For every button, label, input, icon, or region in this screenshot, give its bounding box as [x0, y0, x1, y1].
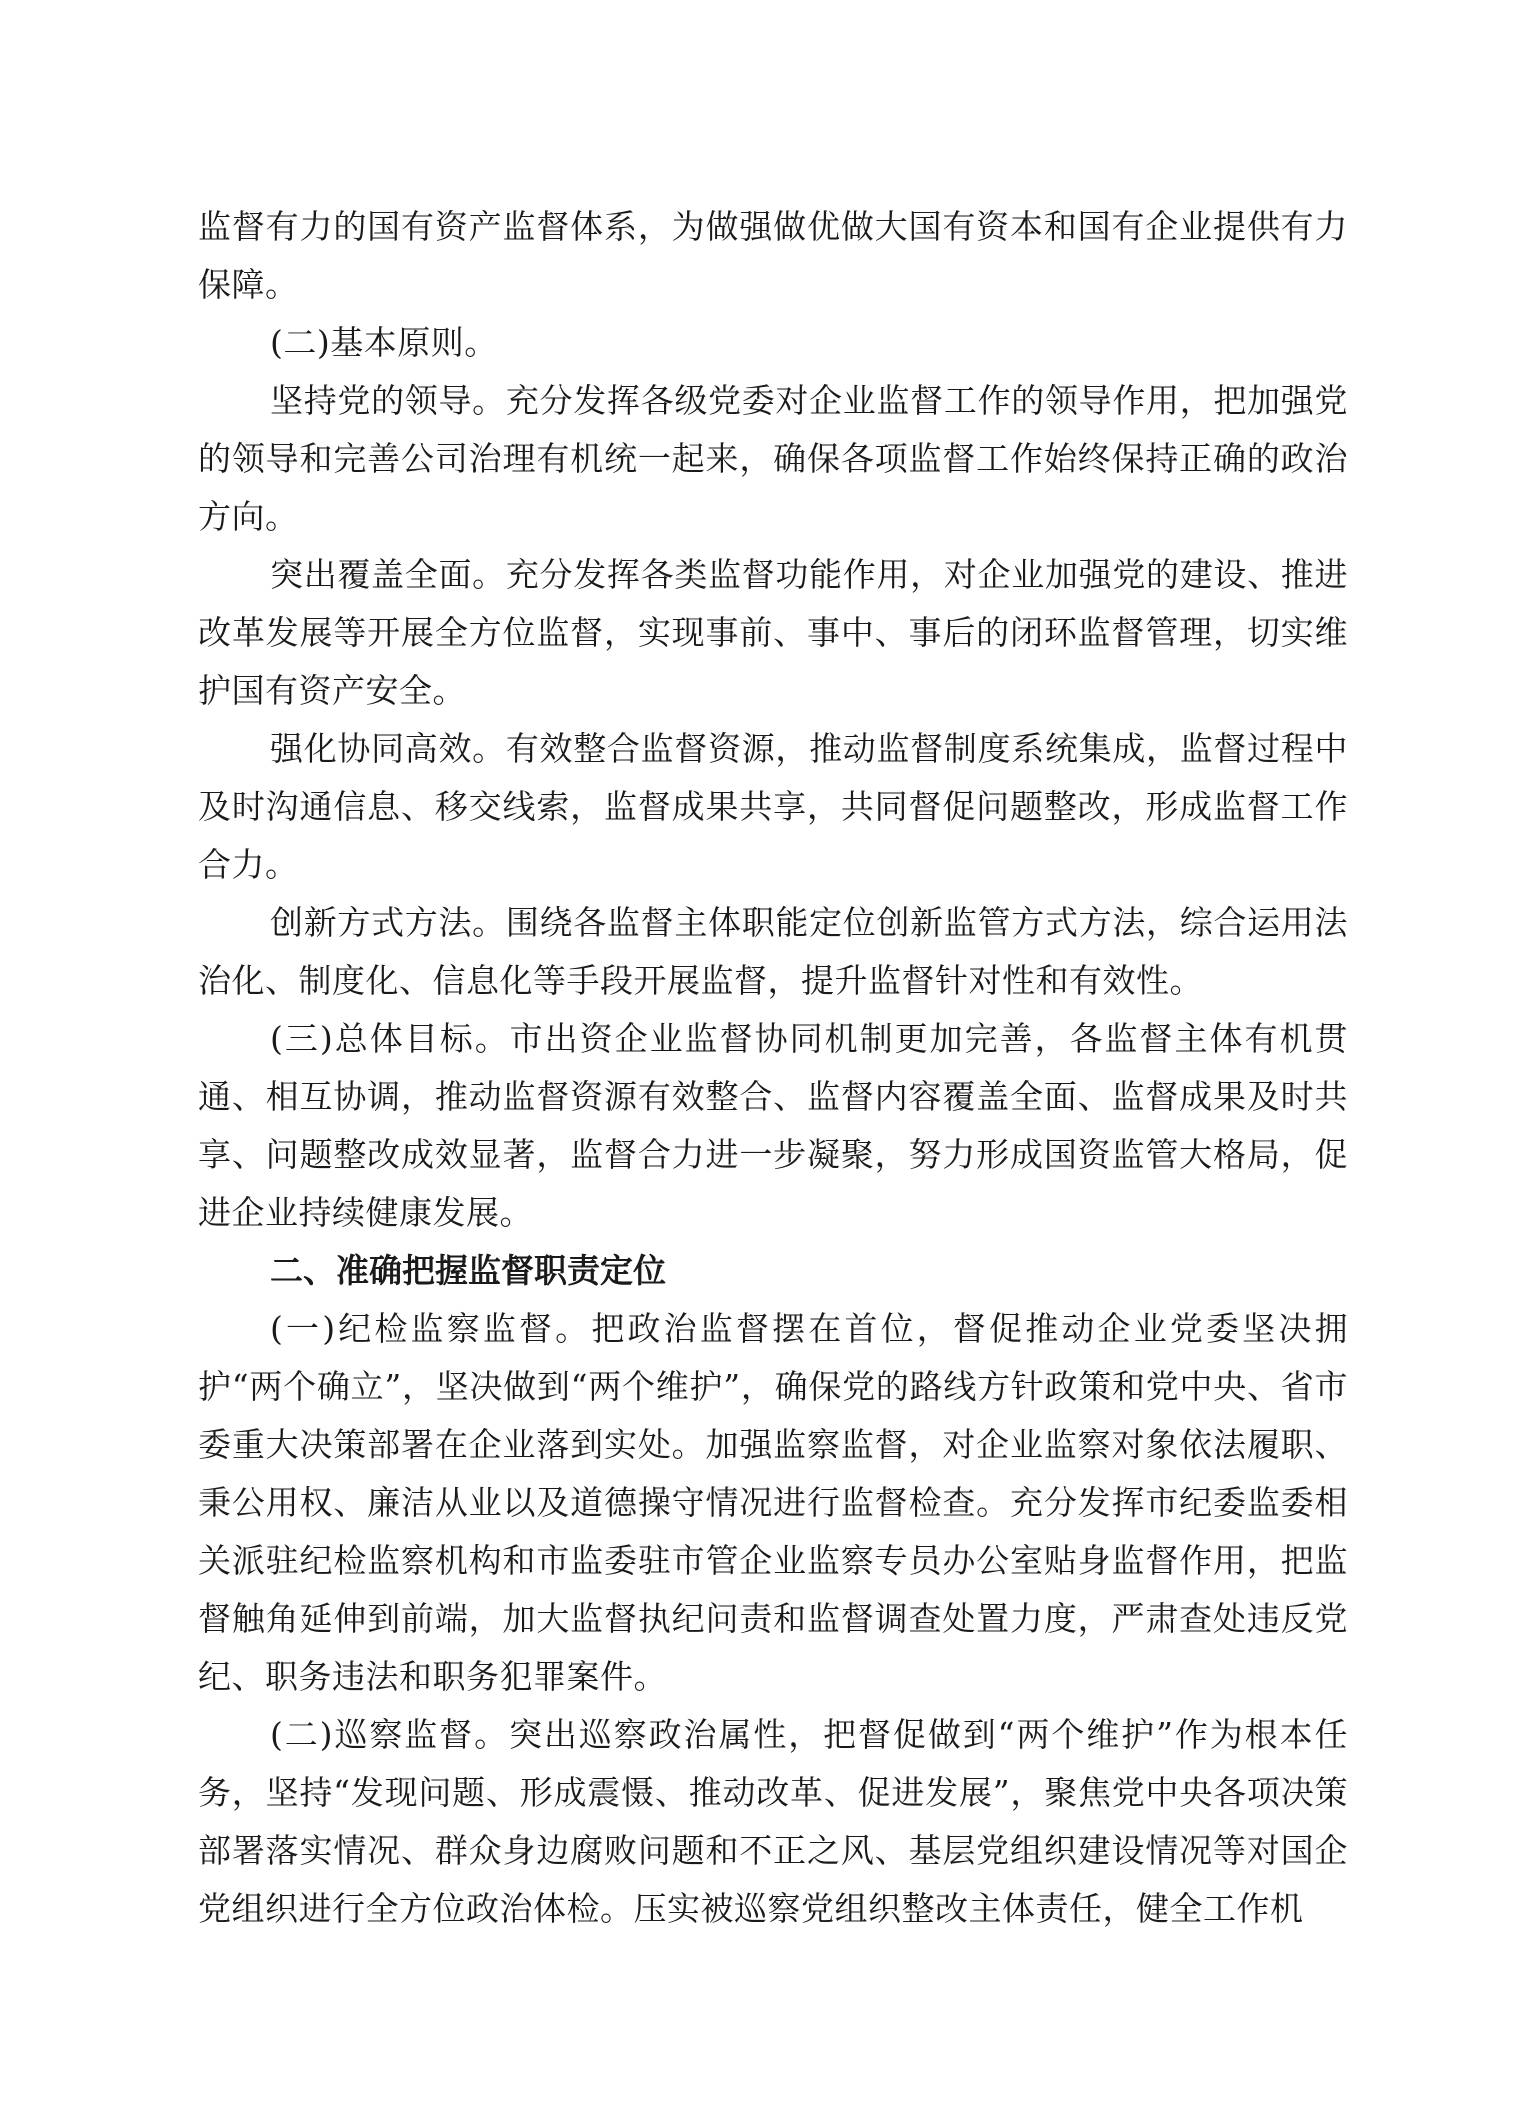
- paragraph-coordination: 强化协同高效。有效整合监督资源，推动监督制度系统集成，监督过程中及时沟通信息、移交线索，监督成果共享，共同督促问题整改，形成监督工作合力。: [198, 729, 1348, 884]
- paragraph-overall-goals: (三)总体目标。市出资企业监督协同机制更加完善，各监督主体有机贯通、相互协调，推动监督资源有效整合、监督内容覆盖全面、监督成果及时共享、问题整改成效显著，监督合力进一步凝聚，努力形成国资监管大格局，促进企业持续健康发展。: [198, 1019, 1348, 1232]
- paragraph-inspection-supervision: (二)巡察监督。突出巡察政治属性，把督促做到“两个维护”作为根本任务，坚持“发现问题、形成震慑、推动改革、促进发展”，聚焦党中央各项决策部署落实情况、群众身边腐败问题和不正之风、基层党组织建设情况等对国企党组织进行全方位政治体检。压实被巡察党组织整改主体责任，健全工作机: [198, 1715, 1348, 1928]
- paragraph-basic-principles-heading: (二)基本原则。: [270, 323, 498, 362]
- section-heading: 二、准确把握监督职责定位: [270, 1251, 666, 1290]
- paragraph-discipline-supervision: (一)纪检监察监督。把政治监督摆在首位，督促推动企业党委坚决拥护“两个确立”，坚决做到“两个维护”，确保党的路线方针政策和党中央、省市委重大决策部署在企业落到实处。加强监察监督，对企业监察对象依法履职、秉公用权、廉洁从业以及道德操守情况进行监督检查。充分发挥市纪委监委相关派驻纪检监察机构和市监委驻市管企业监察专员办公室贴身监督作用，把监督触角延伸到前端，加大监督执纪问责和监督调查处置力度，严肃查处违反党纪、职务违法和职务犯罪案件。: [198, 1309, 1348, 1696]
- paragraph-party-leadership: 坚持党的领导。充分发挥各级党委对企业监督工作的领导作用，把加强党的领导和完善公司治理有机统一起来，确保各项监督工作始终保持正确的政治方向。: [198, 381, 1348, 536]
- paragraph-innovation: 创新方式方法。围绕各监督主体职能定位创新监管方式方法，综合运用法治化、制度化、信息化等手段开展监督，提升监督针对性和有效性。: [198, 903, 1348, 1000]
- document-body: [198, 198, 1348, 1938]
- paragraph-continuation: 监督有力的国有资产监督体系，为做强做优做大国有资本和国有企业提供有力保障。: [198, 207, 1348, 304]
- paragraph-full-coverage: 突出覆盖全面。充分发挥各类监督功能作用，对企业加强党的建设、推进改革发展等开展全方位监督，实现事前、事中、事后的闭环监督管理，切实维护国有资产安全。: [198, 555, 1348, 710]
